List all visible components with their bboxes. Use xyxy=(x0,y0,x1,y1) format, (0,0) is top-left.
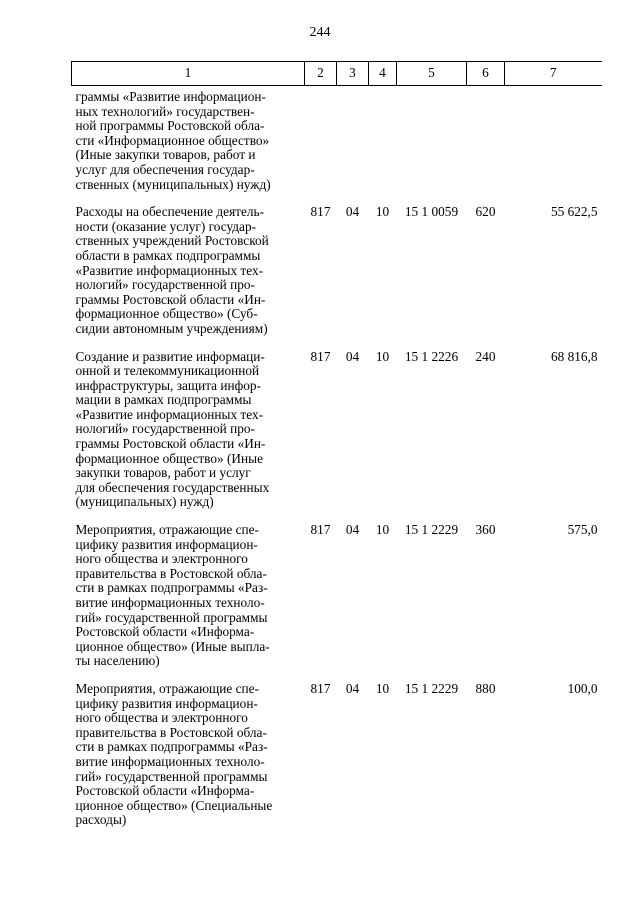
expense-type-code: 360 xyxy=(475,522,496,538)
section-code: 04 xyxy=(345,522,360,538)
ministry-code: 817 xyxy=(310,522,331,538)
row-description xyxy=(72,680,305,839)
ministry-code: 817 xyxy=(310,680,331,696)
section-code xyxy=(337,86,369,204)
section-code: 04 xyxy=(345,348,360,364)
description-line: граммы Ростовской области «Ин- xyxy=(75,291,266,307)
description-line: ных технологий» государствен- xyxy=(75,103,255,119)
description-line: ционное общество» (Иные выпла- xyxy=(75,638,270,654)
description-line: сти в рамках подпрограммы «Раз- xyxy=(75,739,268,755)
description-line: нологий» государственной про- xyxy=(75,277,255,293)
description-line: граммы «Развитие информацион- xyxy=(75,89,266,104)
description-line: для обеспечения государственных xyxy=(75,479,270,495)
description-line: сти в рамках подпрограммы «Раз- xyxy=(75,580,268,596)
row-description xyxy=(72,348,305,522)
amount: 100,0 xyxy=(567,680,598,696)
description-line: ного общества и электронного xyxy=(75,551,248,567)
ministry-code: 817 xyxy=(310,204,331,220)
amount: 55 622,5 xyxy=(550,204,598,220)
description-line: ной программы Ростовской обла- xyxy=(75,118,265,134)
description-line: ты населению) xyxy=(75,653,160,669)
description-line: ности (оказание услуг) государ- xyxy=(75,218,257,234)
table-row xyxy=(72,680,602,839)
ministry-code: 817 xyxy=(310,348,331,364)
table-row xyxy=(72,521,602,680)
section-code: 04 xyxy=(345,204,360,220)
description-line: Мероприятия, отражающие спе- xyxy=(75,680,259,696)
description-line: Ростовской области «Информа- xyxy=(75,783,255,799)
description-line: расходы) xyxy=(75,812,127,828)
description-line: цифику развития информацион- xyxy=(75,536,258,552)
subsection-code xyxy=(369,86,397,204)
description-line: сти «Информационное общество» xyxy=(75,132,270,148)
page-number: 244 xyxy=(309,25,331,40)
description-line: (муниципальных) нужд) xyxy=(75,494,214,510)
description-line: закупки товаров, работ и услуг xyxy=(75,465,251,481)
description-line: (Иные закупки товаров, работ и xyxy=(75,147,256,163)
amount: 68 816,8 xyxy=(550,348,598,364)
row-description xyxy=(72,521,305,680)
amount: 575,0 xyxy=(567,522,598,538)
column-header-7: 7 xyxy=(505,62,602,86)
target-article-code: 15 1 0059 xyxy=(404,204,459,220)
description-line: онной и телекоммуникационной xyxy=(75,363,260,379)
subsection-code: 10 xyxy=(375,348,390,364)
description-line: гий» государственной программы xyxy=(75,768,268,784)
subsection-code: 10 xyxy=(375,204,390,220)
target-article-code: 15 1 2229 xyxy=(404,680,459,696)
description-line: цифику развития информацион- xyxy=(75,695,258,711)
column-header-4: 4 xyxy=(369,62,397,86)
description-line: сидии автономным учреждениям) xyxy=(75,320,268,336)
description-line: Создание и развитие информаци- xyxy=(75,348,265,364)
description-line: услуг для обеспечения государ- xyxy=(75,161,255,177)
description-line: ственных учреждений Ростовской xyxy=(75,233,269,249)
row-description xyxy=(72,86,305,204)
column-header-2: 2 xyxy=(305,62,337,86)
expense-type-code: 880 xyxy=(475,680,496,696)
budget-table xyxy=(71,61,602,839)
description-line: Расходы на обеспечение деятель- xyxy=(75,204,265,220)
table-row xyxy=(72,86,602,204)
subsection-code: 10 xyxy=(375,680,390,696)
amount xyxy=(505,86,602,204)
description-line: правительства в Ростовской обла- xyxy=(75,565,267,581)
target-article-code xyxy=(397,86,467,204)
description-line: граммы Ростовской области «Ин- xyxy=(75,436,266,452)
section-code: 04 xyxy=(345,680,360,696)
description-line: «Развитие информационных тех- xyxy=(75,406,264,422)
description-line: формационное общество» (Суб- xyxy=(75,306,258,322)
column-header-6: 6 xyxy=(467,62,505,86)
expense-type-code xyxy=(467,86,505,204)
column-header-1: 1 xyxy=(72,62,305,86)
column-header-3: 3 xyxy=(337,62,369,86)
ministry-code xyxy=(305,86,337,204)
description-line: витие информационных техноло- xyxy=(75,753,265,769)
description-line: гий» государственной программы xyxy=(75,609,268,625)
description-line: мации в рамках подпрограммы xyxy=(75,392,252,408)
table-row xyxy=(72,203,602,347)
description-line: формационное общество» (Иные xyxy=(75,450,263,466)
table-row xyxy=(72,348,602,522)
description-line: области в рамках подпрограммы xyxy=(75,247,261,263)
description-line: Ростовской области «Информа- xyxy=(75,624,255,640)
description-line: правительства в Ростовской обла- xyxy=(75,724,267,740)
description-line: нологий» государственной про- xyxy=(75,421,255,437)
subsection-code: 10 xyxy=(375,522,390,538)
target-article-code: 15 1 2226 xyxy=(404,348,459,364)
description-line: ного общества и электронного xyxy=(75,710,248,726)
target-article-code: 15 1 2229 xyxy=(404,522,459,538)
row-description xyxy=(72,203,305,347)
table-header-row xyxy=(72,62,602,86)
expense-type-code: 240 xyxy=(475,348,496,364)
description-line: витие информационных техноло- xyxy=(75,595,265,610)
description-line: инфраструктуры, защита инфор- xyxy=(75,377,261,393)
expense-type-code: 620 xyxy=(475,204,496,220)
description-line: ционное общество» (Специальные xyxy=(75,797,273,813)
description-line: ственных (муниципальных) нужд) xyxy=(75,176,271,192)
column-header-5: 5 xyxy=(397,62,467,86)
description-line: «Развитие информационных тех- xyxy=(75,262,264,278)
description-line: Мероприятия, отражающие спе- xyxy=(75,522,259,538)
